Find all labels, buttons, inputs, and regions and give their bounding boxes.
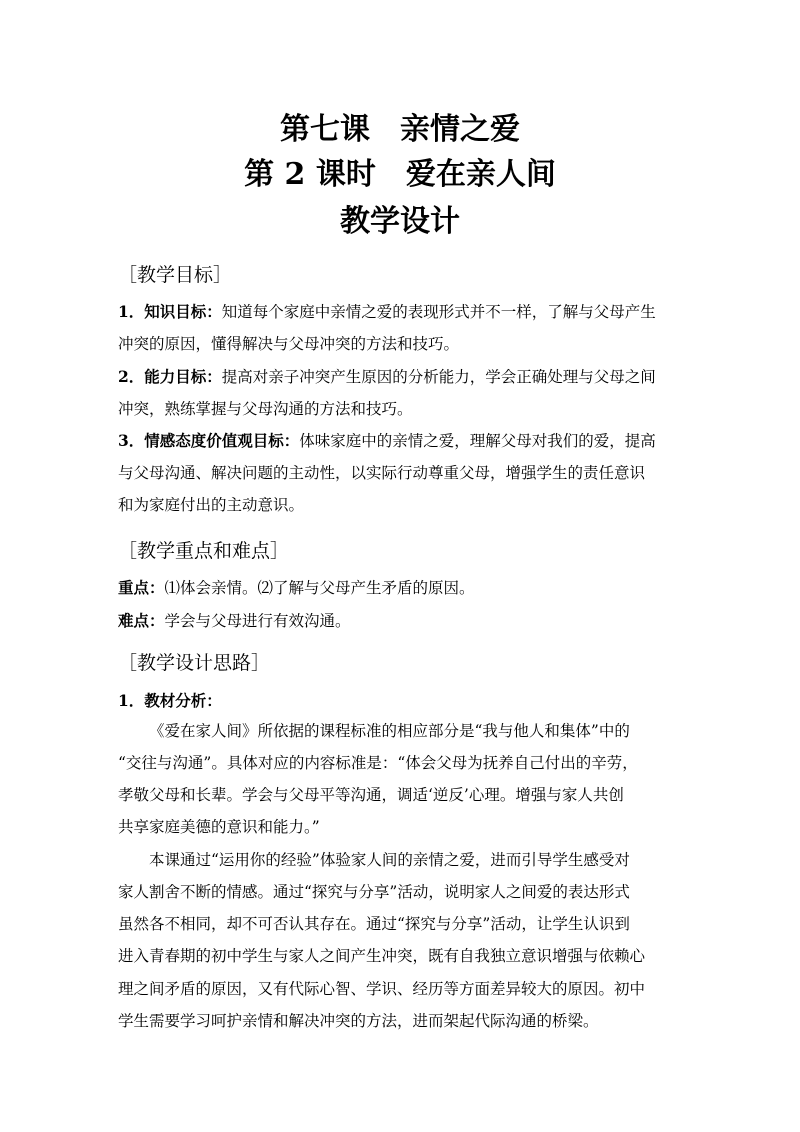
section-heading-keypoints: ［教学重点和难点］ [118, 540, 290, 562]
difficulty-text: 学会与父母进行有效沟通。 [164, 612, 351, 630]
paragraph-line: 虽然各不相同，却不可否认其存在。通过“探究与分享”活动，让学生认识到 [118, 915, 630, 933]
key-point-line [118, 577, 475, 599]
goal-emotion-line [118, 430, 656, 452]
paragraph-line: 孝敬父母和长辈。学会与父母平等沟通，调适‘逆反’心理。增强与家人共创 [118, 786, 624, 804]
goal-knowledge-line-2: 冲突的原因，懂得解决与父母冲突的方法和技巧。 [118, 335, 460, 353]
paragraph-line: 家人割舍不断的情感。通过“探究与分享”活动，说明家人之间爱的表达形式 [118, 883, 630, 901]
key-point-text: ⑴体会亲情。⑵了解与父母产生矛盾的原因。 [164, 579, 475, 597]
goal-ability-text: 提高对亲子冲突产生原因的分析能力，学会正确处理与父母之间 [221, 368, 656, 386]
goal-ability-label: 2．能力目标： [118, 367, 222, 386]
goal-emotion-label: 3．情感态度价值观目标： [118, 431, 300, 450]
section-heading-goals: ［教学目标］ [118, 264, 233, 286]
lesson-title: 第七课 亲情之爱 [280, 112, 520, 147]
subheading-material-analysis: 1．教材分析： [118, 691, 222, 710]
section-heading-design: ［教学设计思路］ [118, 652, 271, 674]
paragraph-line: 共享家庭美德的意识和能力。” [118, 818, 320, 836]
paragraph-line: 《爱在家人间》所依据的课程标准的相应部分是“我与他人和集体”中的 [149, 722, 630, 740]
lesson-subtitle: 第 2 课时 爱在亲人间 [244, 157, 556, 192]
goal-emotion-line-3: 和为家庭付出的主动意识。 [118, 496, 305, 514]
goal-knowledge-line [118, 301, 656, 323]
goal-ability-line-2: 冲突，熟练掌握与父母沟通的方法和技巧。 [118, 400, 413, 418]
key-point-label: 重点： [118, 578, 165, 597]
goal-knowledge-label: 1．知识目标： [118, 302, 222, 321]
paragraph-line: 学生需要学习呵护亲情和解决冲突的方法，进而架起代际沟通的桥梁。 [118, 1012, 599, 1030]
difficulty-line [118, 610, 351, 632]
paragraph-line: “交往与沟通”。具体对应的内容标准是：“体会父母为抚养自己付出的辛劳， [118, 754, 638, 772]
paragraph-line: 理之间矛盾的原因，又有代际心智、学识、经历等方面差异较大的原因。初中 [118, 980, 646, 998]
goal-ability-line [118, 366, 656, 388]
goal-knowledge-text: 知道每个家庭中亲情之爱的表现形式并不一样，了解与父母产生 [221, 303, 656, 321]
goal-emotion-line-2: 与父母沟通、解决问题的主动性，以实际行动尊重父母，增强学生的责任意识 [118, 464, 646, 482]
paragraph-line: 进入青春期的初中学生与家人之间产生冲突，既有自我独立意识增强与依赖心 [118, 947, 646, 965]
difficulty-label: 难点： [118, 611, 165, 630]
paragraph-line: 本课通过“运用你的经验”体验家人间的亲情之爱，进而引导学生感受对 [149, 851, 630, 869]
goal-emotion-text: 体味家庭中的亲情之爱，理解父母对我们的爱，提高 [299, 432, 656, 450]
document-type-title: 教学设计 [340, 204, 460, 239]
